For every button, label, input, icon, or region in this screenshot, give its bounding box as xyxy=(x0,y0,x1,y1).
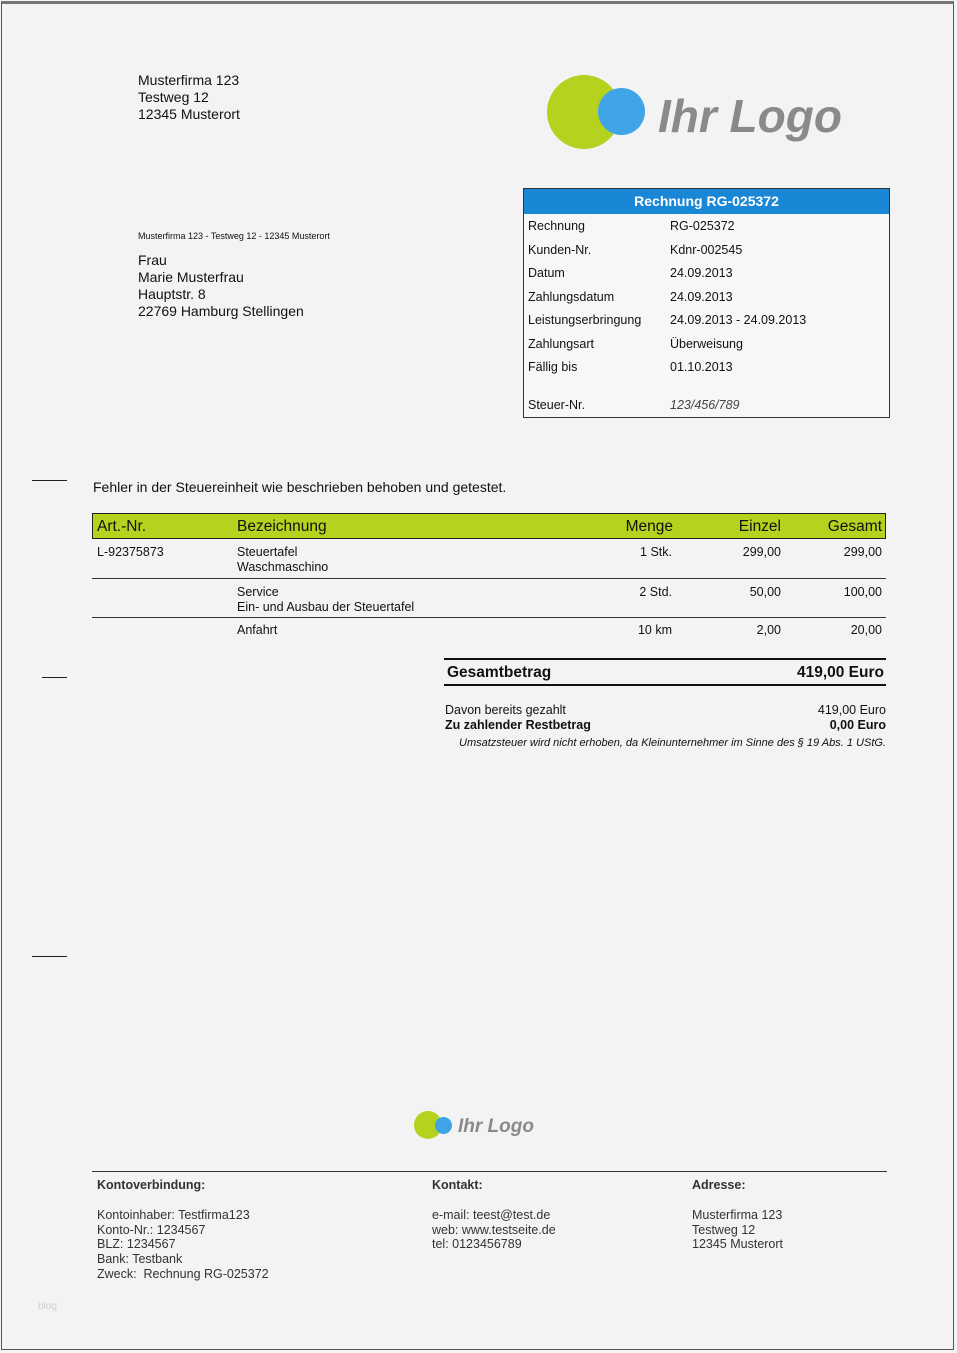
footer-contact xyxy=(432,1178,556,1252)
bank-line: Konto-Nr.: 1234567 xyxy=(97,1222,206,1237)
cell-gesamt: 100,00 xyxy=(843,585,882,599)
footer-logo-text: Ihr Logo xyxy=(458,1116,534,1137)
info-value: 24.09.2013 xyxy=(670,290,733,304)
footer-address xyxy=(692,1178,783,1252)
fold-mark xyxy=(32,480,67,481)
header-gesamt: Gesamt xyxy=(827,518,882,535)
info-value: 24.09.2013 - 24.09.2013 xyxy=(670,313,807,327)
watermark: blog xyxy=(38,1301,57,1312)
cell-bez: Service xyxy=(237,585,279,599)
total-label: Gesamtbetrag xyxy=(447,664,552,681)
table-row xyxy=(92,618,886,642)
address-line: Testweg 12 xyxy=(692,1222,756,1237)
payment-summary xyxy=(445,703,886,733)
sender-city: 12345 Musterort xyxy=(138,106,240,122)
logo-blue-circle xyxy=(598,88,645,135)
address-line: 12345 Musterort xyxy=(692,1237,784,1252)
info-label: Rechnung xyxy=(528,219,585,233)
tax-note: Umsatzsteuer wird nicht erhoben, da Kleinunternehmer im Sinne des § 19 Abs. 1 UStG. xyxy=(459,737,886,749)
contact-heading: Kontakt: xyxy=(432,1178,483,1192)
service-description: Fehler in der Steuereinheit wie beschrieben behoben und getestet. xyxy=(93,479,507,495)
bank-line: Kontoinhaber: Testfirma123 xyxy=(97,1207,250,1222)
paid-label: Davon bereits gezahlt xyxy=(445,703,566,717)
bank-heading: Kontoverbindung: xyxy=(97,1178,206,1192)
cell-einzel: 2,00 xyxy=(756,623,781,637)
fold-mark xyxy=(32,956,67,957)
cell-menge: 2 Std. xyxy=(639,585,672,599)
cell-menge: 10 km xyxy=(637,623,672,637)
logo-text: Ihr Logo xyxy=(658,90,842,142)
info-label: Zahlungsart xyxy=(528,337,595,351)
table-row xyxy=(92,579,886,618)
paid-value: 419,00 Euro xyxy=(817,703,886,717)
paid-row xyxy=(445,703,886,718)
header-bez: Bezeichnung xyxy=(237,518,327,535)
info-label: Leistungserbringung xyxy=(528,313,642,327)
bank-line: Zweck: Rechnung RG-025372 xyxy=(97,1266,269,1281)
recipient-city: 22769 Hamburg Stellingen xyxy=(138,303,304,319)
logo-blue-circle xyxy=(435,1117,452,1134)
recipient-salutation: Frau xyxy=(138,252,167,268)
info-value: 24.09.2013 xyxy=(670,266,733,280)
contact-phone: tel: 0123456789 xyxy=(432,1237,522,1252)
info-value: 01.10.2013 xyxy=(670,360,733,374)
company-logo xyxy=(547,75,867,153)
header-menge: Menge xyxy=(625,518,673,535)
footer-divider xyxy=(92,1171,887,1172)
bank-line: Bank: Testbank xyxy=(97,1252,183,1267)
header-einzel: Einzel xyxy=(738,518,781,535)
total-amount-box xyxy=(444,658,886,686)
cell-bez: Steuertafel xyxy=(237,545,298,559)
cell-gesamt: 20,00 xyxy=(850,623,882,637)
sender-street: Testweg 12 xyxy=(138,89,209,105)
cell-bez: Anfahrt xyxy=(237,623,278,637)
recipient-name: Marie Musterfrau xyxy=(138,269,244,285)
info-value: Überweisung xyxy=(670,337,743,351)
cell-art: L-92375873 xyxy=(97,545,164,559)
cell-einzel: 50,00 xyxy=(749,585,781,599)
recipient-address xyxy=(138,252,304,320)
contact-web: web: www.testseite.de xyxy=(432,1222,556,1237)
return-address-line: Musterfirma 123 - Testweg 12 - 12345 Musterort xyxy=(138,231,330,241)
invoice-title: Rechnung RG-025372 xyxy=(524,189,889,214)
footer-bank-details xyxy=(97,1178,269,1282)
address-heading: Adresse: xyxy=(692,1178,746,1192)
info-label: Kunden-Nr. xyxy=(528,243,592,257)
header-art: Art.-Nr. xyxy=(97,518,147,535)
cell-menge: 1 Stk. xyxy=(640,545,672,559)
info-label: Datum xyxy=(528,266,565,280)
bank-line: BLZ: 1234567 xyxy=(97,1237,176,1252)
address-line: Musterfirma 123 xyxy=(692,1207,783,1222)
info-value: RG-025372 xyxy=(670,219,735,233)
info-label: Fällig bis xyxy=(528,360,578,374)
cell-gesamt: 299,00 xyxy=(843,545,882,559)
total-value: 419,00 Euro xyxy=(796,664,884,681)
contact-email: e-mail: teest@test.de xyxy=(432,1207,551,1222)
sender-name: Musterfirma 123 xyxy=(138,72,240,88)
sender-address xyxy=(138,72,240,123)
remaining-row xyxy=(445,718,886,733)
table-header xyxy=(92,513,886,539)
invoice-info-box xyxy=(523,188,890,418)
footer-logo xyxy=(414,1111,544,1141)
remaining-value: 0,00 Euro xyxy=(829,718,886,732)
cell-bez-detail: Ein- und Ausbau der Steuertafel xyxy=(237,600,415,614)
cell-einzel: 299,00 xyxy=(742,545,781,559)
info-label: Steuer-Nr. xyxy=(528,398,585,412)
info-label: Zahlungsdatum xyxy=(528,290,615,304)
remaining-label: Zu zahlender Restbetrag xyxy=(445,718,591,732)
cell-bez-detail: Waschmaschino xyxy=(237,560,329,574)
punch-mark xyxy=(42,677,67,678)
table-row xyxy=(92,539,886,579)
recipient-street: Hauptstr. 8 xyxy=(138,286,206,302)
items-table xyxy=(92,513,886,642)
info-value: Kdnr-002545 xyxy=(670,243,743,257)
tax-number-value: 123/456/789 xyxy=(670,398,740,412)
